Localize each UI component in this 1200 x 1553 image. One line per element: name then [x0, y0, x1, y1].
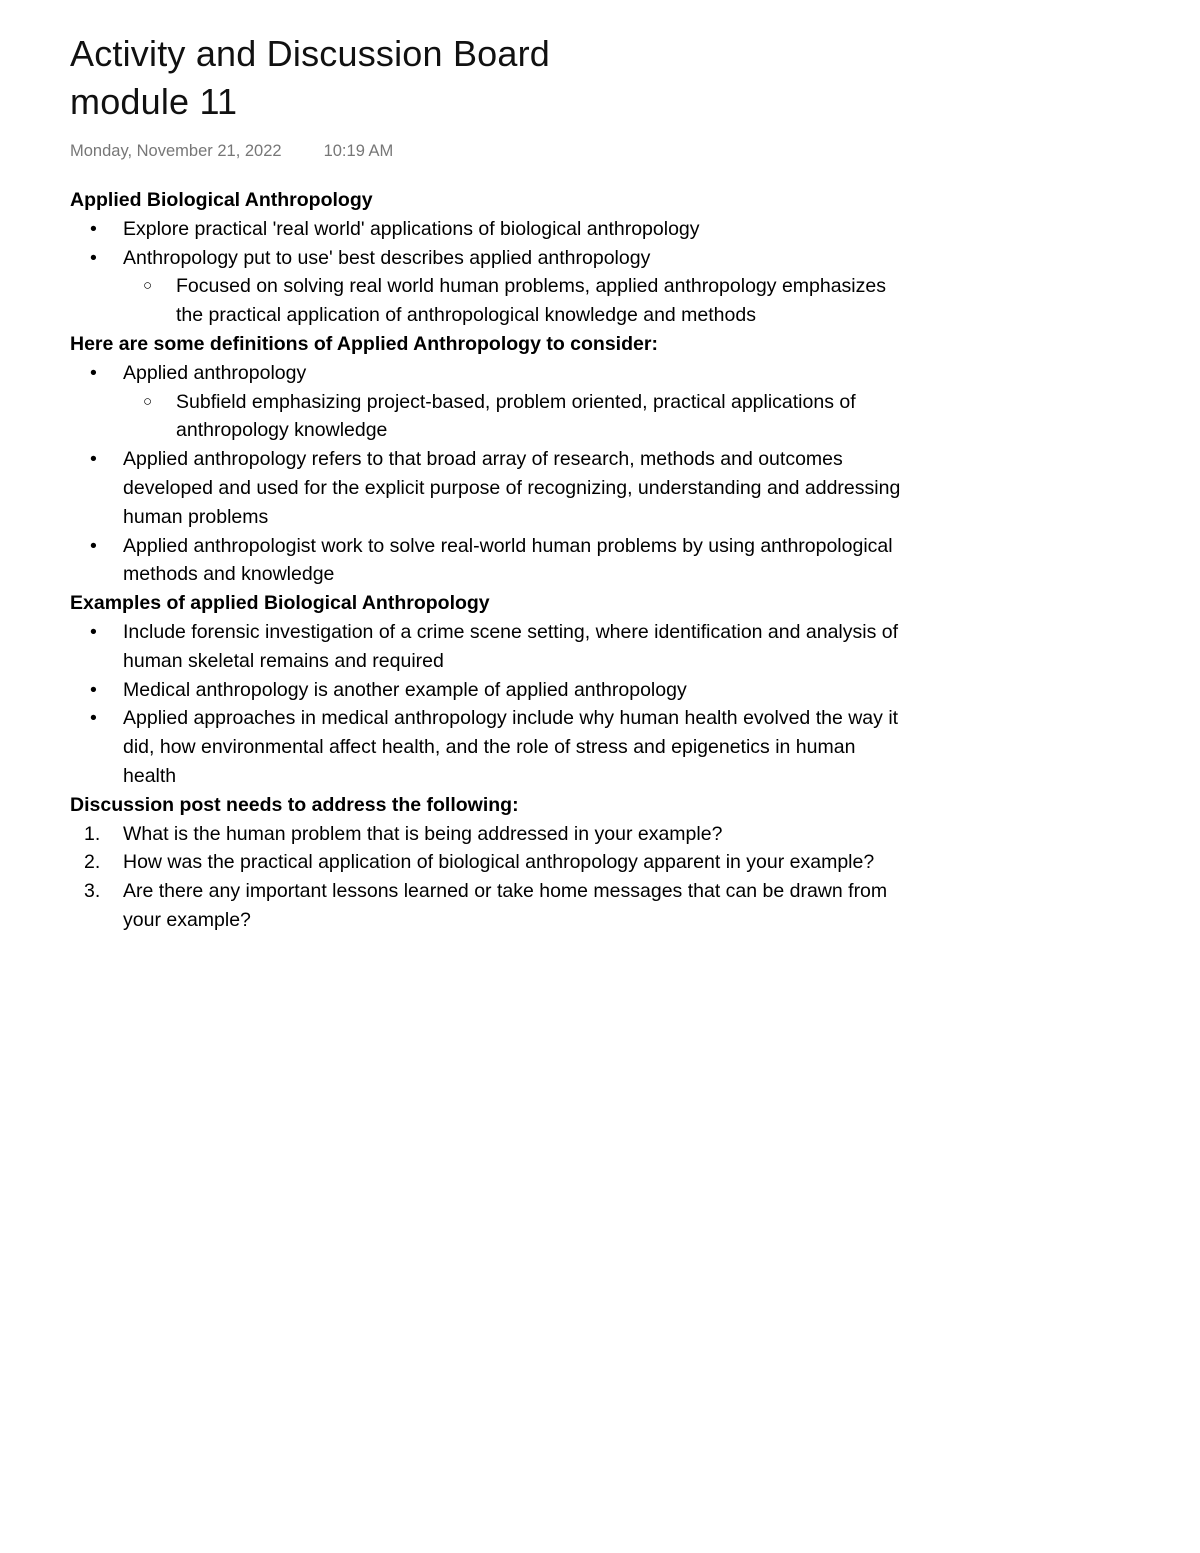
- list-item: [70, 704, 910, 790]
- list-item: [70, 445, 910, 531]
- note-time: 10:19 AM: [323, 142, 394, 160]
- bullet-marker: •: [90, 534, 97, 557]
- numbered-list-item: [70, 877, 910, 935]
- page-title: [70, 30, 910, 126]
- list-item-text: Include forensic investigation of a crime scene setting, where identification and analysis of human skeletal remains and required: [123, 620, 899, 672]
- numbered-list: [70, 820, 910, 935]
- bullet-marker: •: [90, 620, 97, 643]
- title-line-1: Activity and Discussion Board: [70, 33, 551, 74]
- section-heading-examples: Examples of applied Biological Anthropology: [70, 592, 490, 615]
- bullet-marker: •: [90, 678, 97, 701]
- sub-bullet-list: [123, 272, 910, 330]
- list-item-text: Are there any important lessons learned or take home messages that can be drawn from your example?: [123, 880, 888, 931]
- list-item-text: Applied anthropology refers to that broad array of research, methods and outcomes developed and used for the explicit purpose of recognizing, understanding and addressing human problems: [123, 448, 901, 528]
- sub-bullet-marker: ○: [143, 277, 153, 295]
- sub-list-item: [123, 388, 910, 446]
- section-heading-applied-biological-anthropology: Applied Biological Anthropology: [70, 189, 373, 211]
- list-item-text: Applied approaches in medical anthropology include why human health evolved the way it did, how environmental affect health, and the role of stress and epigenetics in human health: [123, 707, 899, 787]
- note-timestamp: [70, 140, 910, 162]
- list-item: [70, 244, 910, 330]
- bullet-list: [70, 215, 910, 330]
- sub-list-item-text: Subfield emphasizing project-based, problem oriented, practical applications of anthropology knowledge: [176, 390, 856, 442]
- list-item-text: Medical anthropology is another example of applied anthropology: [123, 678, 687, 701]
- list-item-text: Explore practical 'real world' applications of biological anthropology: [123, 217, 700, 240]
- number-marker: 2.: [84, 851, 101, 874]
- title-line-2: module 11: [70, 81, 238, 122]
- note-date: Monday, November 21, 2022: [70, 142, 282, 160]
- bullet-marker: •: [90, 707, 97, 730]
- number-marker: 3.: [84, 880, 101, 903]
- list-item-text: Applied anthropology: [123, 361, 307, 384]
- bullet-list: [70, 618, 910, 791]
- numbered-list-item: [70, 820, 910, 849]
- list-item: [70, 359, 910, 445]
- list-item: [70, 532, 910, 590]
- section-heading-discussion-requirements: Discussion post needs to address the following:: [70, 793, 519, 816]
- sub-list-item-text: Focused on solving real world human problems, applied anthropology emphasizes the practical application of anthropological knowledge and methods: [176, 275, 886, 327]
- note-page: [70, 30, 910, 935]
- bullet-marker: •: [90, 217, 97, 240]
- list-item: [70, 618, 910, 676]
- note-body: [70, 186, 910, 935]
- list-item: [70, 215, 910, 244]
- bullet-list: [70, 359, 910, 589]
- bullet-marker: •: [90, 361, 97, 384]
- sub-bullet-marker: ○: [143, 392, 153, 410]
- number-marker: 1.: [84, 822, 101, 845]
- list-item-text: What is the human problem that is being addressed in your example?: [123, 822, 723, 845]
- numbered-list-item: [70, 848, 910, 877]
- list-item: [70, 676, 910, 705]
- list-item-text: How was the practical application of biological anthropology apparent in your example?: [123, 851, 875, 874]
- section-heading-definitions: Here are some definitions of Applied Anthropology to consider:: [70, 332, 658, 355]
- sub-list-item: [123, 272, 910, 330]
- sub-bullet-list: [123, 388, 910, 446]
- list-item-text: Applied anthropologist work to solve real-world human problems by using anthropological methods and knowledge: [123, 534, 893, 586]
- bullet-marker: •: [90, 246, 97, 269]
- list-item-text: Anthropology put to use' best describes applied anthropology: [123, 246, 651, 269]
- bullet-marker: •: [90, 448, 97, 471]
